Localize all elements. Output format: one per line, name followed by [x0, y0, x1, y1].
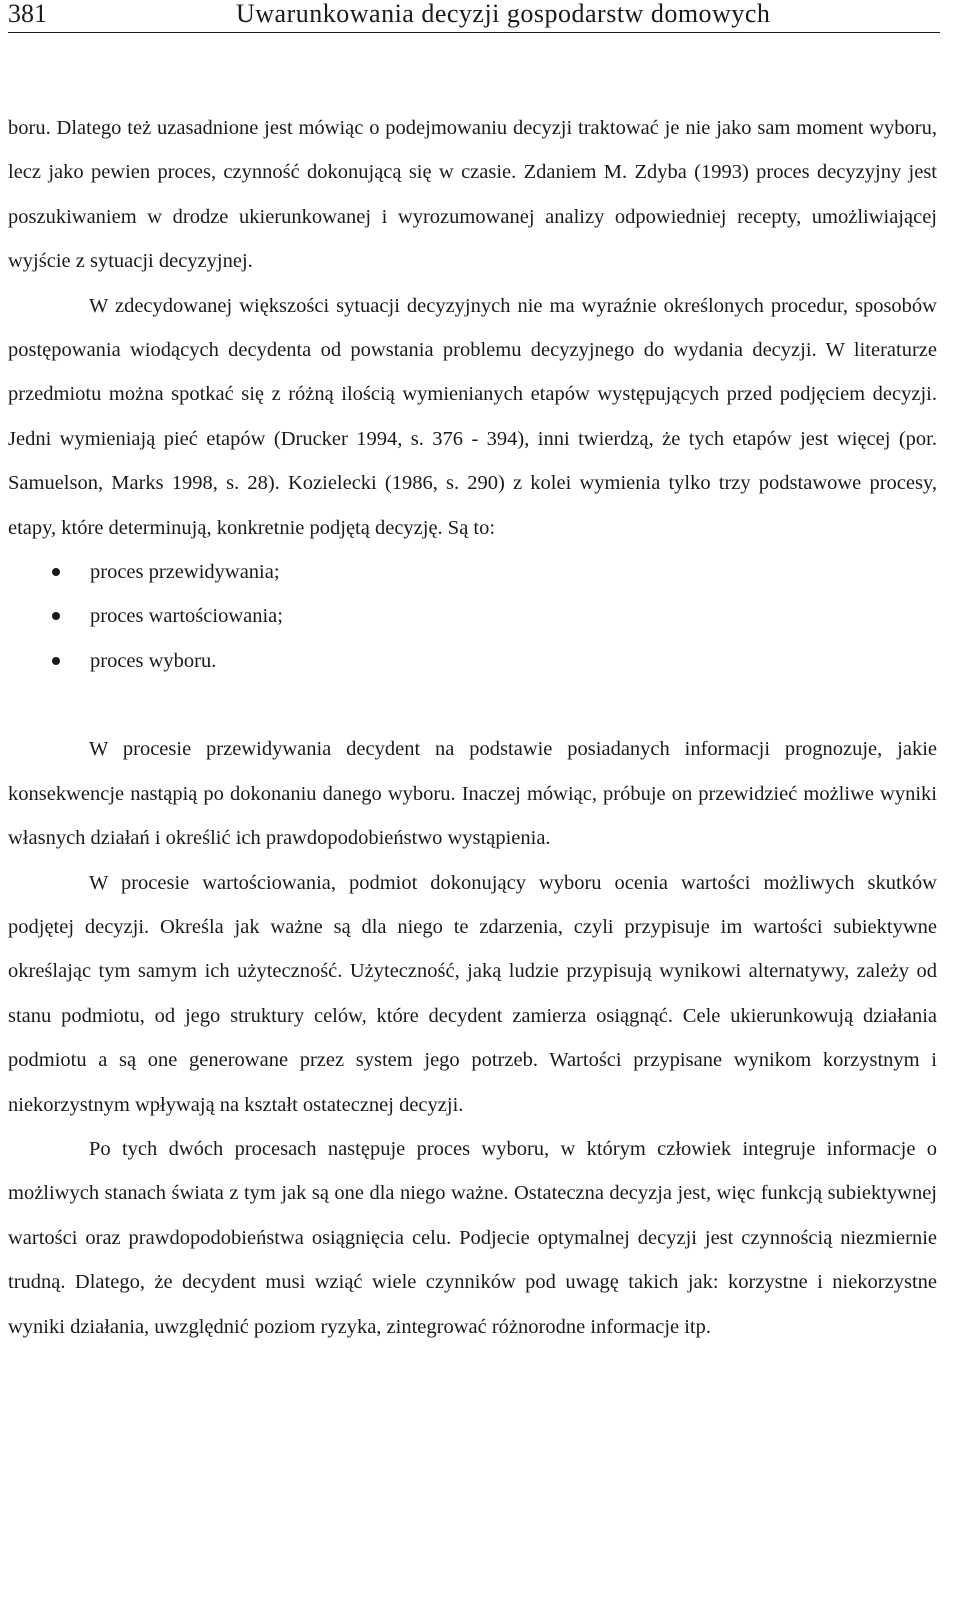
- page-number: 381: [8, 0, 47, 28]
- bullet-icon: [52, 657, 60, 665]
- list-item-text: proces przewidywania;: [90, 561, 280, 584]
- running-title: Uwarunkowania decyzji gospodarstw domowych: [236, 0, 771, 28]
- running-header: [8, 0, 940, 33]
- stages-list: [8, 550, 937, 683]
- paragraph-stages-intro: W zdecydowanej większości sytuacji decyzyjnych nie ma wyraźnie określonych procedur, sposobów postępowania wiodących decydenta od powstania problemu decyzyjnego do wydania decyzji. W literaturze przedmiotu można spotkać się z różną ilością wymienianych etapów występujących przed podjęciem decyzji. Jedni wymieniają pieć etapów (Drucker 1994, s. 376 - 394), inni twierdzą, że tych etapów jest więcej (por. Samuelson, Marks 1998, s. 28). Kozielecki (1986, s. 290) z kolei wymienia tylko trzy podstawowe procesy, etapy, które determinują, konkretnie podjętą decyzję. Są to:: [8, 294, 937, 539]
- paragraph-valuation: W procesie wartościowania, podmiot dokonujący wyboru ocenia wartości możliwych skutków podjętej decyzji. Określa jak ważne są dla niego te zdarzenia, czyli przypisuje im wartości subiektywne określając tym samym ich użyteczność. Użyteczność, jaką ludzie przypisują wynikowi alternatywy, zależy od stanu podmiotu, od jego struktury celów, które decydent zamierza osiągnąć. Cele ukierunkowują działania podmiotu a są one generowane przez system jego potrzeb. Wartości przypisane wynikom korzystnym i niekorzystnym wpływają na kształt ostatecznej decyzji.: [8, 871, 937, 1116]
- list-item: [8, 594, 937, 638]
- body-text: [8, 106, 937, 1349]
- list-item: [8, 639, 937, 683]
- list-item-text: proces wartościowania;: [90, 605, 283, 628]
- list-item-text: proces wyboru.: [90, 649, 217, 672]
- paragraph-continued: boru. Dlatego też uzasadnione jest mówiąc o podejmowaniu decyzji traktować je nie jako sam moment wyboru, lecz jako pewien proces, czynność dokonującą się w czasie. Zdaniem M. Zdyba (1993) proces decyzyjny jest poszukiwaniem w drodze ukierunkowanej i wyrozumowanej analizy odpowiedniej recepty, umożliwiającej wyjście z sytuacji decyzyjnej.: [8, 117, 937, 273]
- paragraph-prediction: W procesie przewidywania decydent na podstawie posiadanych informacji prognozuje, jakie konsekwencje nastąpią po dokonaniu danego wyboru. Inaczej mówiąc, próbuje on przewidzieć możliwe wyniki własnych działań i określić ich prawdopodobieństwo wystąpienia.: [8, 738, 937, 850]
- paragraph-choice: Po tych dwóch procesach następuje proces wyboru, w którym człowiek integruje informacje o możliwych stanach świata z tym jak są one dla niego ważne. Ostateczna decyzja jest, więc funkcją subiektywnej wartości oraz prawdopodobieństwa osiągnięcia celu. Podjecie optymalnej decyzji jest czynnością niezmiernie trudną. Dlatego, że decydent musi wziąć wiele czynników pod uwagę takich jak: korzystne i niekorzystne wyniki działania, uwzględnić poziom ryzyka, zintegrować różnorodne informacje itp.: [8, 1137, 937, 1338]
- bullet-icon: [52, 612, 60, 620]
- bullet-icon: [52, 568, 60, 576]
- list-item: [8, 550, 937, 594]
- spacer: [8, 683, 937, 727]
